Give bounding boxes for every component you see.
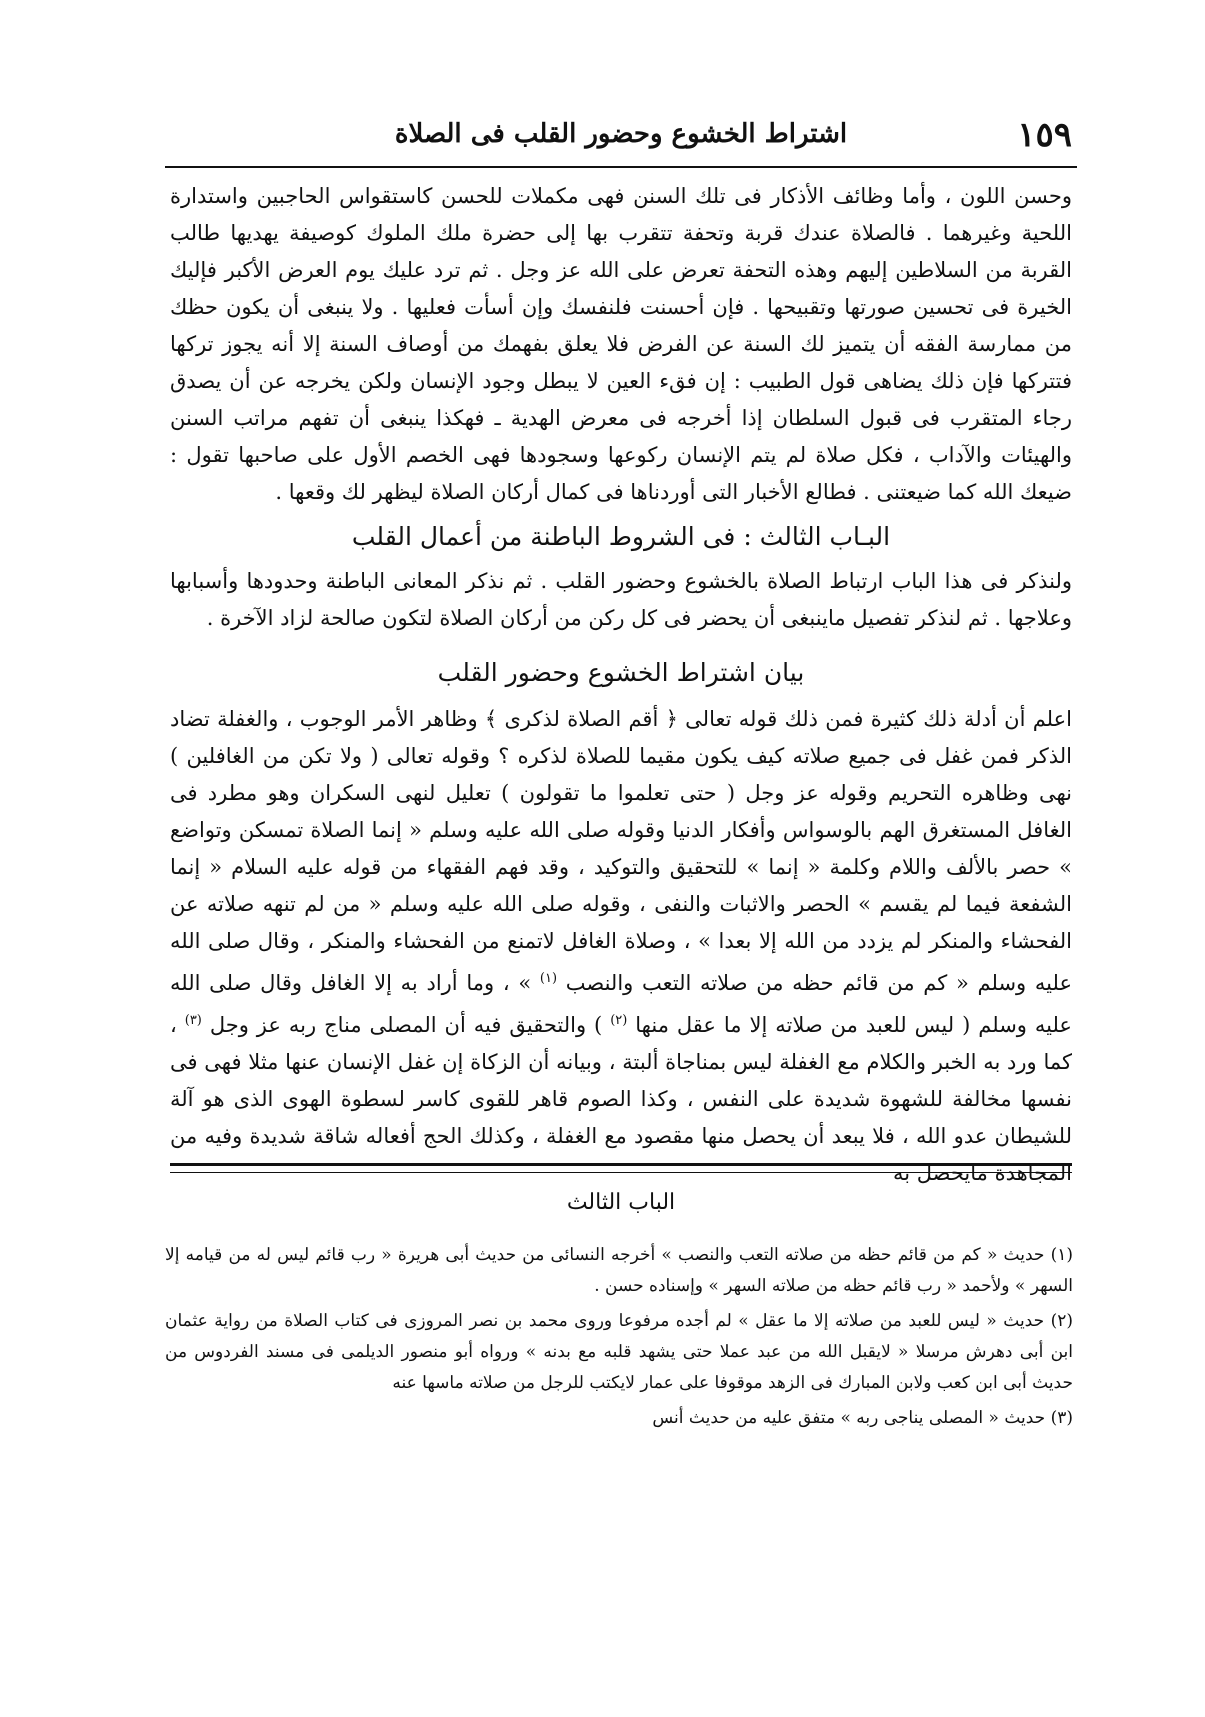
paragraph-3-part-d: ، كما ورد به الخبر والكلام مع الغفلة ليس بمناجاة ألبتة ، وبيانه أن الزكاة إن غفل الإنسان عنها مثلا فهى فى نفسها مخالفة للشهوة شديدة على النفس ، وكذا الصوم قاهر للقوى كاسر لسطوة الهوى الذى هو آلة للشيطان عدو الله ، فلا يبعد أن يحصل منها مقصود مع الغفلة ، وكذلك الحج أفعاله شاقة شديدة وفيه من المجاهدة مايحصل به [170,1013,1072,1185]
footnotes [165,1240,1073,1438]
page-header [170,115,1072,167]
footnote-3: (٣) حديث « المصلى يناجى ربه » متفق عليه من حديث أنس [652,1408,1073,1428]
section-heading: بيان اشتراط الخشوع وحضور القلب [437,658,805,687]
chapter-heading: البـاب الثالث : فى الشروط الباطنة من أعمال القلب [351,522,891,551]
paragraph-3 [170,701,1072,1192]
main-text [170,178,1072,1192]
paragraph-2: ولنذكر فى هذا الباب ارتباط الصلاة بالخشوع وحضور القلب . ثم نذكر المعانى الباطنة وحدودها وأسبابها وعلاجها . ثم لنذكر تفصيل ماينبغى أن يحضر فى كل ركن من أركان الصلاة لتكون صالحة لزاد الآخرة . [170,569,1072,630]
running-title: اشتراط الخشوع وحضور القلب فى الصلاة [394,119,848,149]
footnote-section-label: الباب الثالث [566,1190,676,1215]
footnote-1: (١) حديث « كم من قائم حظه من صلاته التعب والنصب » أخرجه النسائى من حديث أبى هريرة « رب قائم ليس له من قيامه إلا السهر » ولأحمد « رب قائم حظه من صلاته السهر » وإسناده حسن . [165,1245,1073,1296]
footnote-separator [170,1163,1072,1173]
footnote-ref-2: (٢) [610,1013,628,1028]
footnote-2: (٢) حديث « ليس للعبد من صلاته إلا ما عقل » لم أجده مرفوعا وروى محمد بن نصر المروزى فى كتاب الصلاة من رواية عثمان ابن أبى دهرش مرسلا « لايقبل الله من عبد عملا حتى يشهد قلبه مع بدنه » ورواه أبو منصور الديلمى فى مسند الفردوس من حديث أبى ابن كعب ولابن المبارك فى الزهد موقوفا على عمار لايكتب للرجل من صلاته ماسها عنه [165,1311,1073,1393]
header-rule [165,166,1077,168]
page-number: ١٥٩ [1017,115,1072,155]
footnote-ref-3: (٣) [184,1013,202,1028]
paragraph-3-part-a: اعلم أن أدلة ذلك كثيرة فمن ذلك قوله تعالى ﴿ أقم الصلاة لذكرى ﴾ وظاهر الأمر الوجوب ، والغفلة تضاد الذكر فمن غفل فى جميع صلاته كيف يكون مقيما للصلاة لذكره ؟ وقوله تعالى ( ولا تكن من الغافلين ) نهى وظاهره التحريم وقوله عز وجل ( حتى تعلموا ما تقولون ) تعليل لنهى السكران وهو مطرد فى الغافل المستغرق الهم بالوسواس وأفكار الدنيا وقوله صلى الله عليه وسلم « إنما الصلاة تمسكن وتواضع » حصر بالألف واللام وكلمة « إنما » للتحقيق والتوكيد ، وقد فهم الفقهاء من قوله عليه السلام « إنما الشفعة فيما لم يقسم » الحصر والاثبات والنفى ، وقوله صلى الله عليه وسلم « من لم تنهه صلاته عن الفحشاء والمنكر لم يزدد من الله إلا بعدا » ، وصلاة الغافل لاتمنع من الفحشاء والمنكر ، وقال صلى الله عليه وسلم « كم من قائم حظه من صلاته التعب والنصب [170,707,1072,995]
paragraph-1: وحسن اللون ، وأما وظائف الأذكار فى تلك السنن فهى مكملات للحسن كاستقواس الحاجبين واستدارة اللحية وغيرهما . فالصلاة عندك قربة وتحفة تتقرب بها إلى حضرة ملك الملوك كوصيفة يهديها طالب القربة من السلاطين إليهم وهذه التحفة تعرض على الله عز وجل . ثم ترد عليك يوم العرض الأكبر فإليك الخيرة فى تحسين صورتها وتقبيحها . فإن أحسنت فلنفسك وإن أسأت فعليها . ولا ينبغى أن يكون حظك من ممارسة الفقه أن يتميز لك السنة عن الفرض فلا يعلق بفهمك من أوصاف السنة إلا أنه يجوز تركها فتتركها فإن ذلك يضاهى قول الطبيب : إن فقء العين لا يبطل وجود الإنسان ولكن يخرجه عن أن يصدق رجاء المتقرب فى قبول السلطان إذا أخرجه فى معرض الهدية ـ فهكذا ينبغى أن تفهم مراتب السنن والهيئات والآداب ، فكل صلاة لم يتم الإنسان ركوعها وسجودها فهى الخصم الأول على صاحبها تقول : ضيعك الله كما ضيعتنى . فطالع الأخبار التى أوردناها فى كمال أركان الصلاة ليظهر لك وقعها . [170,184,1072,504]
footnote-ref-1: (١) [539,971,558,986]
paragraph-3-part-c: ) والتحقيق فيه أن المصلى مناج ربه عز وجل [209,1013,603,1037]
paragraph-3-part-b: » ، وما أراد به إلا الغافل وقال صلى الله عليه وسلم ( ليس للعبد من صلاته إلا ما عقل منها [170,971,1072,1037]
